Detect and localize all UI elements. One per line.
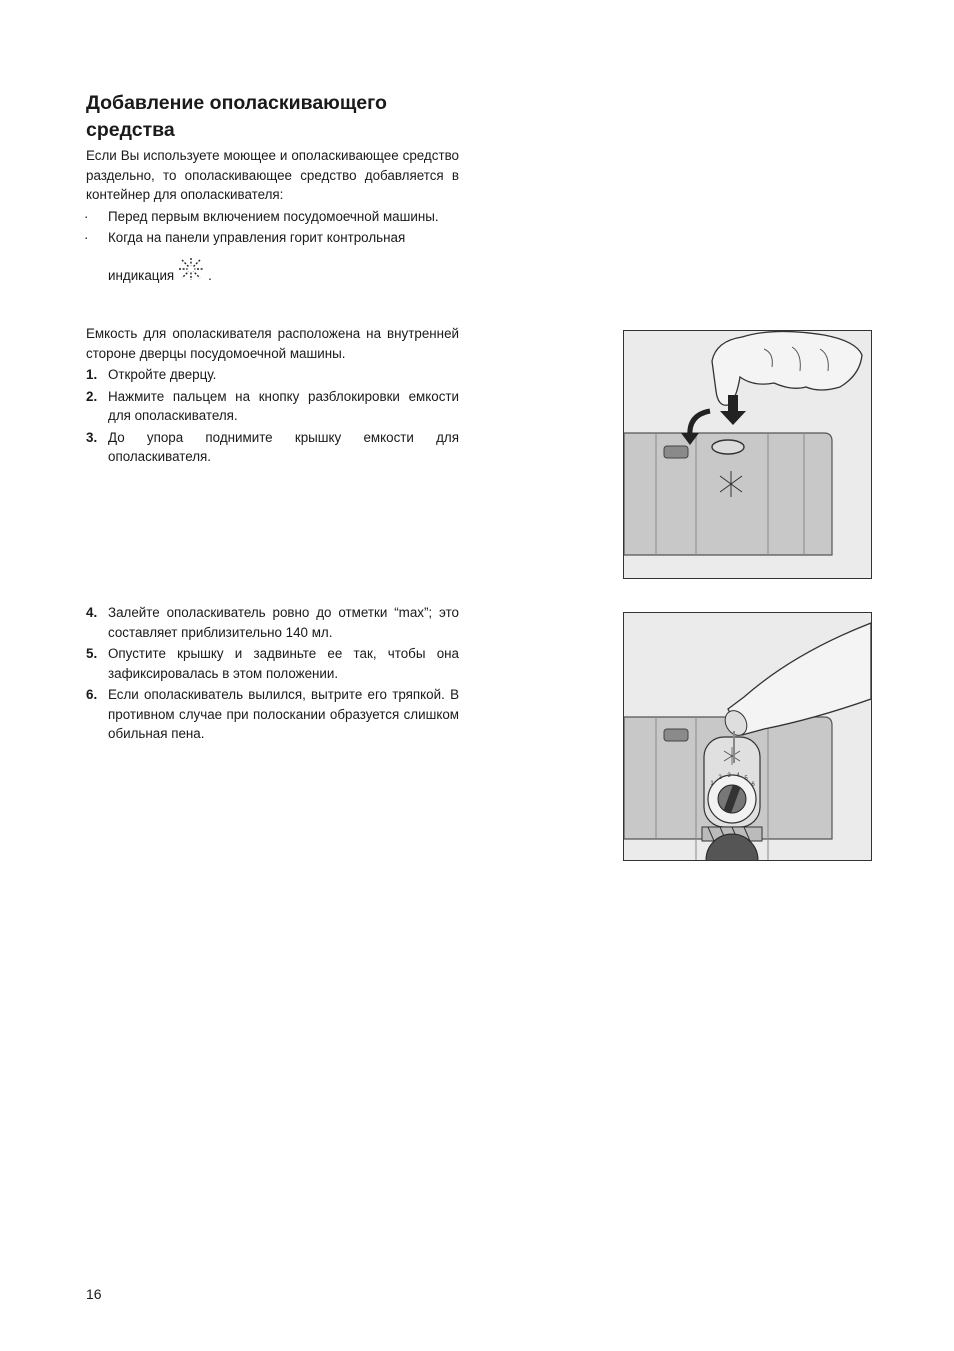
dial-mark: 5 xyxy=(744,776,748,782)
bullet-dot: · xyxy=(84,230,89,245)
bullet-text: Когда на панели управления горит контрольная xyxy=(108,230,406,245)
indicator-label: индикация xyxy=(108,267,175,283)
location-paragraph: Емкость для ополаскивателя расположена на внутренней стороне дверцы посудомоечной машины. xyxy=(86,326,459,361)
figure-open-dispenser xyxy=(623,330,872,579)
step-item xyxy=(86,603,459,642)
step-item xyxy=(86,685,459,744)
step-item xyxy=(86,365,459,385)
dial-mark: 3 xyxy=(727,773,731,779)
location-and-steps-1-3 xyxy=(86,324,459,468)
intro-block xyxy=(86,146,459,292)
step-text: Нажмите пальцем на кнопку разблокировки емкости для ополаскивателя. xyxy=(108,388,459,423)
step-number: 6. xyxy=(86,687,98,702)
dial-mark: 4 xyxy=(736,773,740,779)
heading-line-1: Добавление ополаскивающего xyxy=(86,92,387,114)
open-dispenser-illustration xyxy=(624,331,871,578)
step-number: 2. xyxy=(86,388,98,404)
bullet-item xyxy=(86,228,459,291)
dial-mark: 6 xyxy=(751,782,755,788)
step-text: До упора поднимите крышку емкости для ополаскивателя. xyxy=(108,429,459,464)
bullet-dot: · xyxy=(84,208,89,224)
step-item xyxy=(86,387,459,426)
step-number: 5. xyxy=(86,646,98,661)
step-text: Опустите крышку и задвиньте ее так, чтобы она зафиксировалась в этом положении. xyxy=(108,646,459,681)
steps-4-6 xyxy=(86,603,459,745)
bullet-text: Перед первым включением посудомоечной машины. xyxy=(108,208,439,224)
step-item xyxy=(86,428,459,467)
step-number: 4. xyxy=(86,605,98,620)
indicator-line xyxy=(108,256,459,291)
step-text: Залейте ополаскиватель ровно до отметки “max”; это составляет приблизительно 140 мл. xyxy=(108,605,459,640)
step-text: Откройте дверцу. xyxy=(108,367,217,382)
figure-fill-rinse-aid xyxy=(623,612,872,861)
section-heading xyxy=(86,90,466,144)
indicator-suffix: . xyxy=(208,267,212,283)
step-text: Если ополаскиватель вылился, вытрите его тряпкой. В противном случае при полоскании образуется слишком обильная пена. xyxy=(108,687,459,741)
page-number: 16 xyxy=(86,1286,102,1302)
step-number: 1. xyxy=(86,367,98,382)
fill-rinse-aid-illustration xyxy=(624,613,871,860)
step-item xyxy=(86,644,459,683)
heading-line-2: средства xyxy=(86,119,175,141)
dial-mark: 1 xyxy=(710,781,714,787)
dial-mark: 2 xyxy=(718,775,722,781)
step-number: 3. xyxy=(86,429,98,445)
bullet-item xyxy=(86,207,459,227)
rinse-aid-indicator-icon xyxy=(175,256,207,291)
intro-paragraph: Если Вы используете моющее и ополаскивающее средство раздельно, то ополаскивающее средство добавляется в контейнер для ополаскивателя: xyxy=(86,148,459,202)
